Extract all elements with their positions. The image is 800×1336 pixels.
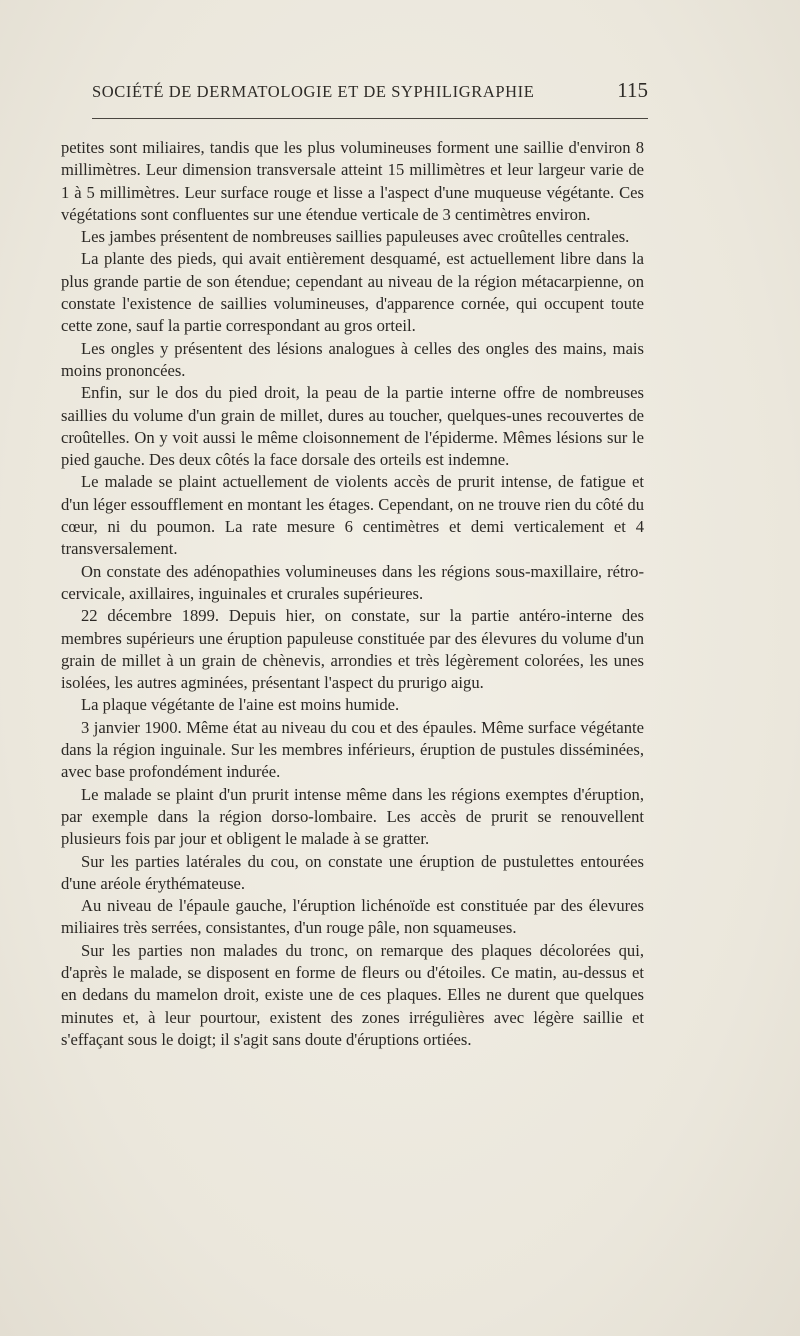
header-rule	[92, 118, 648, 119]
body-text	[61, 137, 644, 1051]
paragraph: Le malade se plaint d'un prurit intense même dans les régions exemptes d'éruption, par exemple dans la région dorso-lombaire. Les accès de prurit se renouvellent plusieurs fois par jour et obligent le malade à se gratter.	[61, 784, 644, 849]
paragraph: Sur les parties latérales du cou, on constate une éruption de pustulettes entourées d'une aréole érythémateuse.	[61, 851, 644, 893]
paragraph: 3 janvier 1900. Même état au niveau du cou et des épaules. Même surface végétante dans la région inguinale. Sur les membres inférieurs, éruption de pustules disséminées, avec base profondément indurée.	[61, 717, 644, 782]
paragraph: La plaque végétante de l'aine est moins humide.	[81, 695, 400, 715]
page-number: 115	[617, 78, 648, 102]
paragraph: Enfin, sur le dos du pied droit, la peau de la partie interne offre de nombreuses saillies du volume d'un grain de millet, dures au toucher, quelques-unes recouvertes de croûtelles. On y voit aussi le même cloisonnement de l'épiderme. Mêmes lésions sur le pied gauche. Des deux côtés la face dorsale des orteils est indemne.	[61, 383, 644, 470]
paragraph: Au niveau de l'épaule gauche, l'éruption lichénoïde est constituée par des élevures miliaires très serrées, consistantes, d'un rouge pâle, non squameuses.	[61, 896, 644, 938]
paragraph: 22 décembre 1899. Depuis hier, on constate, sur la partie antéro-interne des membres supérieurs une éruption papuleuse constituée par des élevures du volume d'un grain de millet à un grain de chènevis, arrondies et très légèrement colorées, les unes isolées, les autres agminées, présentant l'aspect du prurigo aigu.	[61, 606, 644, 693]
paragraph: Le malade se plaint actuellement de violents accès de prurit intense, de fatigue et d'un léger essoufflement en montant les étages. Cependant, on ne trouve rien du côté du cœur, ni du poumon. La rate mesure 6 centimètres et demi verticalement et 4 transversalement.	[61, 472, 644, 559]
paragraph: Les jambes présentent de nombreuses saillies papuleuses avec croûtelles centrales.	[81, 227, 630, 247]
paragraph: On constate des adénopathies volumineuses dans les régions sous-maxillaire, rétro-cervicale, axillaires, inguinales et crurales supérieures.	[61, 561, 644, 603]
running-title: SOCIÉTÉ DE DERMATOLOGIE ET DE SYPHILIGRAPHIE	[92, 82, 535, 101]
paragraph: petites sont miliaires, tandis que les plus volumineuses forment une saillie d'environ 8 millimètres. Leur dimension transversale atteint 15 millimètres et leur largeur varie de 1 à 5 millimètres. Leur surface rouge et lisse a l'aspect d'une muqueuse végétante. Ces végétations sont confluentes sur une étendue verticale de 3 centimètres environ.	[61, 138, 644, 224]
paragraph: La plante des pieds, qui avait entièrement desquamé, est actuellement libre dans la plus grande partie de son étendue; cependant au niveau de la région métacarpienne, on constate l'existence de saillies volumineuses, d'apparence cornée, qui occupent toute cette zone, sauf la partie correspondant au gros orteil.	[61, 249, 644, 336]
running-header	[92, 78, 648, 108]
paragraph: Sur les parties non malades du tronc, on remarque des plaques décolorées qui, d'après le malade, se disposent en forme de fleurs ou d'étoiles. Ce matin, au-dessus et en dedans du mamelon droit, existe une de ces plaques. Elles ne durent que quelques minutes et, à leur pourtour, existent des zones irrégulières avec légère saillie et s'effaçant sous le doigt; il s'agit sans doute d'éruptions ortiées.	[61, 940, 644, 1049]
paragraph: Les ongles y présentent des lésions analogues à celles des ongles des mains, mais moins prononcées.	[61, 338, 644, 380]
